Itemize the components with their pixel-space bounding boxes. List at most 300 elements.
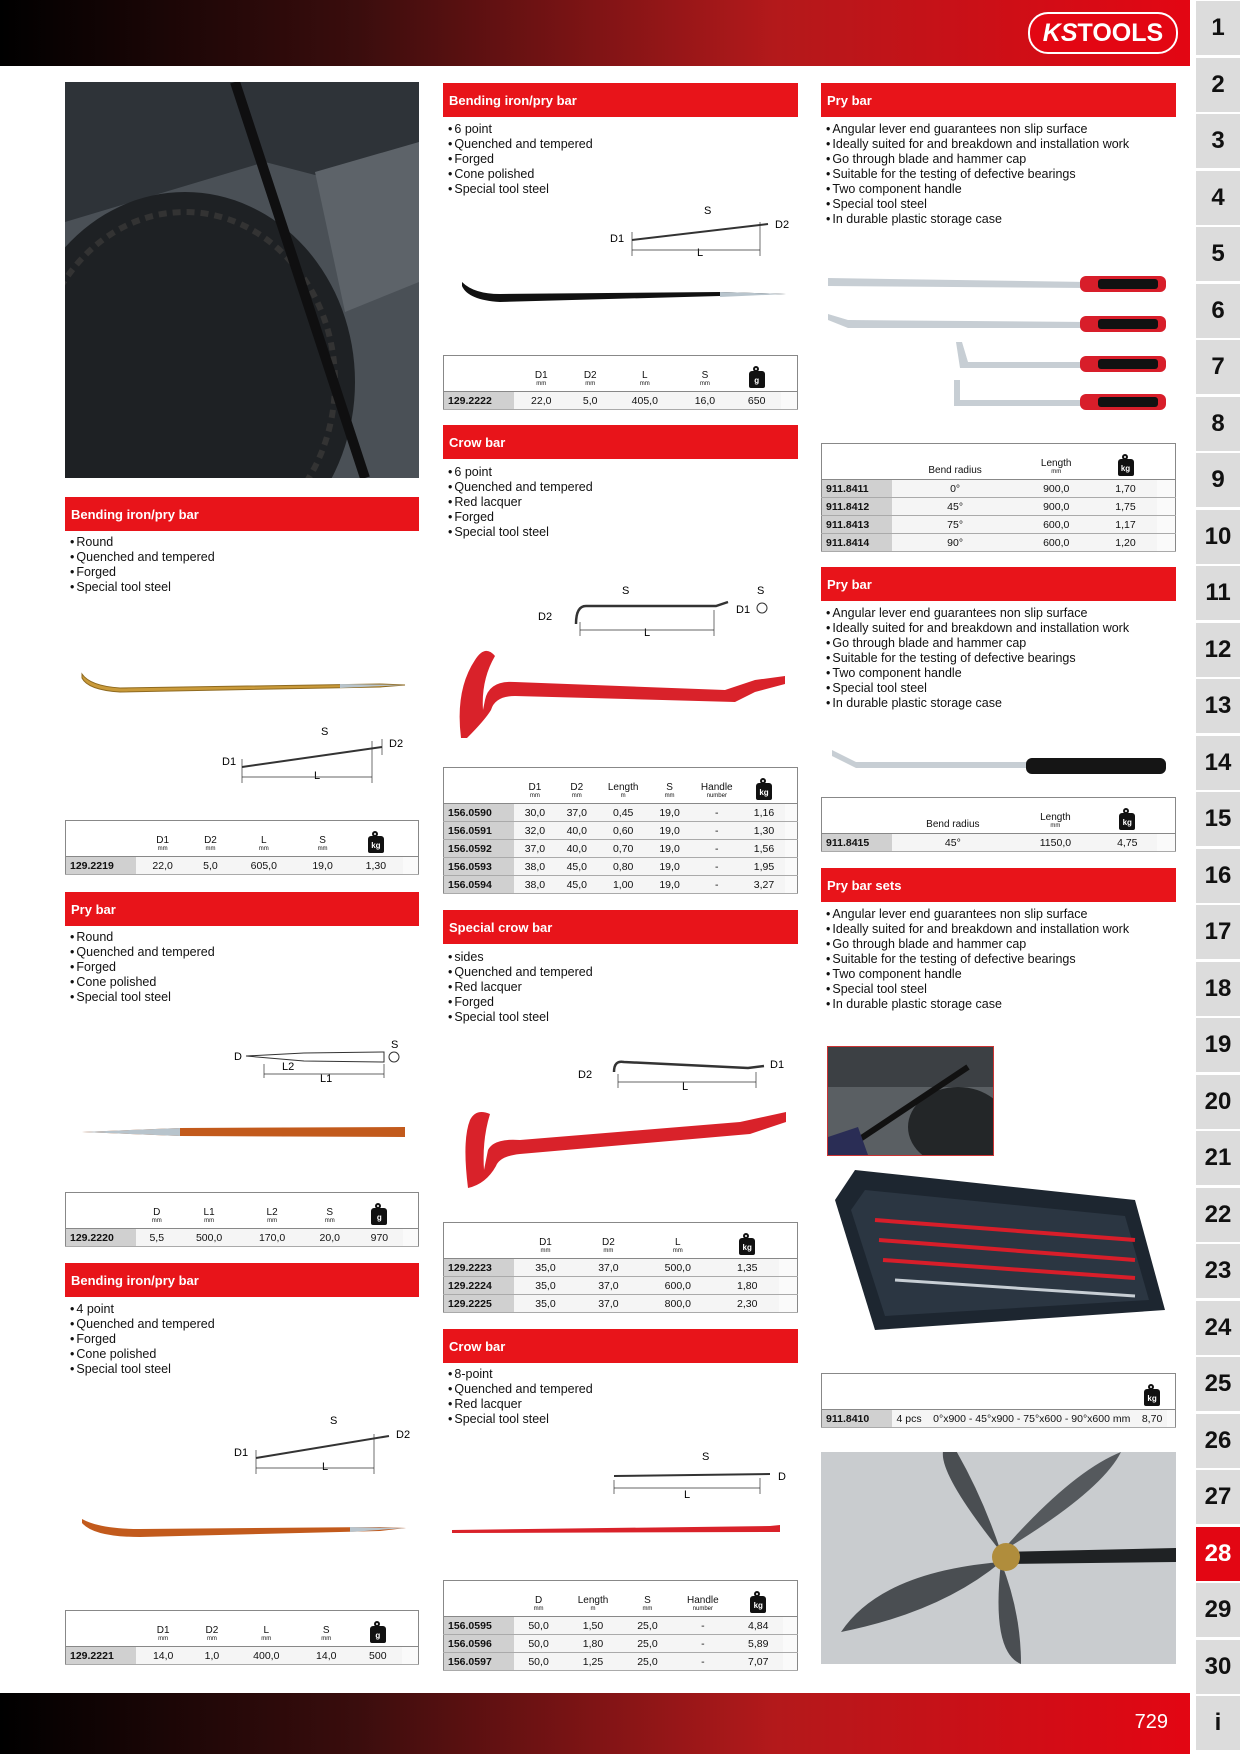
feature-item: • Red lacquer [448,495,593,510]
feature-item: • Two component handle [826,967,1129,982]
table-cell: 1,30 [743,822,785,840]
table-cell: 500,0 [178,1229,241,1247]
table-header-row [444,1581,798,1617]
table-row [822,534,1176,552]
table-cell: 5,89 [734,1635,783,1653]
weight-icon: kg [750,1596,766,1613]
table-cell: 900,0 [1018,498,1094,516]
feature-item: • Forged [70,960,215,975]
column-header: S mm [678,356,733,392]
bending-bar-gold-image [80,668,410,704]
dimension-diagram [610,204,795,264]
table-cell: 1,00 [598,876,649,894]
weight-icon: kg [368,836,384,853]
chapter-tab-28[interactable]: 28 [1196,1527,1240,1581]
table-cell: 1,80 [563,1635,623,1653]
svg-text:D1: D1 [222,756,237,768]
chapter-tab-3[interactable]: 3 [1196,114,1240,168]
bearing-puller-photo [821,1452,1176,1664]
column-header: Length mm [1014,798,1097,834]
table-row [822,516,1176,534]
table-cell: 16,0 [678,392,733,410]
chapter-tab-26[interactable]: 26 [1196,1414,1240,1468]
svg-text:D2: D2 [389,738,404,750]
section-title-bending-iron-round: Bending iron/pry bar [65,497,419,531]
weight-icon: g [370,1626,386,1643]
chapter-tab-2[interactable]: 2 [1196,58,1240,112]
table-cell: - [691,804,744,822]
table-cell: 1,75 [1094,498,1157,516]
table-row [66,1229,419,1247]
article-number: 156.0593 [444,858,515,876]
chapter-tab-11[interactable]: 11 [1196,566,1240,620]
table-cell: 4,84 [734,1617,783,1635]
table-cell: 45° [892,498,1018,516]
column-header: S mm [649,768,691,804]
weight-icon: kg [1144,1389,1160,1406]
feature-item: • Cone polished [70,975,215,990]
column-header: S mm [623,1581,672,1617]
weight-icon: kg [756,783,772,800]
article-number: 911.8415 [822,834,893,852]
feature-item: • In durable plastic storage case [826,696,1129,711]
chapter-tab-4[interactable]: 4 [1196,171,1240,225]
chapter-tab-14[interactable]: 14 [1196,736,1240,790]
table-cell: 30,0 [514,804,556,822]
spec-table [443,1222,798,1313]
crow-bar-8point-red-image [450,1520,785,1540]
article-number: 129.2221 [66,1647,137,1665]
section-title-crow-bar-8point: Crow bar [443,1329,798,1363]
table-row [444,1635,798,1653]
table-cell: 19,0 [649,822,691,840]
table-cell: 170,0 [241,1229,304,1247]
svg-text:D2: D2 [396,1429,411,1441]
table-cell: 1,17 [1094,516,1157,534]
column-header: D1 mm [136,821,189,857]
chapter-tab-18[interactable]: 18 [1196,962,1240,1016]
table-cell: 37,0 [514,840,556,858]
chapter-tab-5[interactable]: 5 [1196,227,1240,281]
column-header: Length m [598,768,649,804]
spec-table [821,1373,1176,1428]
table-cell: 5,0 [189,857,231,875]
feature-item: • Special tool steel [826,681,1129,696]
feature-list [826,122,1129,227]
feature-item: • Angular lever end guarantees non slip surface [826,122,1129,137]
table-cell: 1,16 [743,804,785,822]
table-cell: 970 [356,1229,403,1247]
feature-item: • Go through blade and hammer cap [826,937,1129,952]
table-cell: 4 pcs [892,1410,926,1428]
feature-list [448,1367,593,1427]
table-cell: 50,0 [514,1635,563,1653]
dimension-diagram [610,1448,795,1502]
weight-column-header [716,1223,779,1259]
chapter-tab-10[interactable]: 10 [1196,510,1240,564]
chapter-tab-19[interactable]: 19 [1196,1018,1240,1072]
article-number: 156.0595 [444,1617,515,1635]
feature-item: • Two component handle [826,666,1129,681]
table-header-row [444,356,798,392]
weight-icon: kg [739,1238,755,1255]
svg-text:D2: D2 [538,611,553,623]
pry-bar-in-use-photo [827,1046,994,1156]
feature-item: • sides [448,950,593,965]
feature-item: • Two component handle [826,182,1129,197]
table-row [66,1647,419,1665]
table-cell: 40,0 [556,840,598,858]
article-number: 156.0591 [444,822,515,840]
table-header-row [444,1223,798,1259]
table-cell: 37,0 [577,1295,640,1313]
table-row [444,858,798,876]
table-cell: 40,0 [556,822,598,840]
table-cell: - [672,1635,734,1653]
column-header: D mm [514,1581,563,1617]
feature-item: • 6 point [448,465,593,480]
spec-table [65,820,419,875]
feature-list [448,122,593,197]
chapter-tab-25[interactable]: 25 [1196,1357,1240,1411]
feature-item: • Forged [70,565,215,580]
table-cell: 5,5 [136,1229,178,1247]
table-row [444,804,798,822]
table-cell: 1,0 [190,1647,233,1665]
article-number: 156.0592 [444,840,515,858]
svg-text:D: D [778,1471,786,1483]
table-cell: 1,95 [743,858,785,876]
table-row [66,857,419,875]
svg-text:D1: D1 [770,1059,785,1071]
table-cell: 900,0 [1018,480,1094,498]
feature-item: • Special tool steel [826,982,1129,997]
chapter-tab-17[interactable]: 17 [1196,905,1240,959]
article-number: 156.0594 [444,876,515,894]
feature-item: • Quenched and tempered [448,1382,593,1397]
feature-list [70,930,215,1005]
feature-list [70,535,215,595]
table-cell: 38,0 [514,876,556,894]
chapter-tab-i[interactable]: i [1196,1696,1240,1750]
crow-bar-red-image [455,640,790,740]
table-cell: 1,35 [716,1259,779,1277]
table-cell: - [691,822,744,840]
article-number: 156.0590 [444,804,515,822]
feature-item: • In durable plastic storage case [826,212,1129,227]
table-cell: 1,80 [716,1277,779,1295]
article-number: 129.2220 [66,1229,137,1247]
svg-text:S: S [704,205,712,217]
chapter-tab-21[interactable]: 21 [1196,1131,1240,1185]
table-cell: 25,0 [623,1635,672,1653]
table-cell: 3,27 [743,876,785,894]
table-cell: 0° [892,480,1018,498]
feature-list [70,1302,215,1377]
table-cell: 19,0 [649,840,691,858]
column-header: Handle number [691,768,744,804]
table-cell: 4,75 [1097,834,1157,852]
table-cell: 600,0 [1018,534,1094,552]
table-row [444,392,798,410]
feature-list [826,907,1129,1012]
chapter-tab-15[interactable]: 15 [1196,792,1240,846]
table-row [444,1653,798,1671]
article-number: 156.0596 [444,1635,515,1653]
chapter-tab-7[interactable]: 7 [1196,340,1240,394]
spec-table [821,797,1176,852]
table-cell: 5,0 [569,392,612,410]
header-bar [0,0,1190,66]
table-cell: 1,70 [1094,480,1157,498]
table-cell: 20,0 [304,1229,356,1247]
article-number: 911.8413 [822,516,893,534]
table-cell: 0,70 [598,840,649,858]
feature-item: • Special tool steel [70,990,215,1005]
table-cell: 500,0 [640,1259,716,1277]
table-cell: 22,0 [514,392,569,410]
svg-text:L: L [697,247,704,259]
column-header: L mm [640,1223,716,1259]
chapter-tab-24[interactable]: 24 [1196,1301,1240,1355]
weight-column-header [743,768,785,804]
table-row [822,498,1176,516]
table-cell: 19,0 [296,857,349,875]
table-cell: 400,0 [234,1647,300,1665]
weight-column-header [1137,1374,1166,1410]
dimension-diagram [536,580,772,640]
section-title-bending-iron-4point: Bending iron/pry bar [65,1263,419,1297]
special-crow-bar-red-image [460,1100,790,1190]
feature-item: • Cone polished [70,1347,215,1362]
feature-item: • Cone polished [448,167,593,182]
chapter-tab-13[interactable]: 13 [1196,679,1240,733]
feature-item: • Go through blade and hammer cap [826,152,1129,167]
table-header-row [66,821,419,857]
column-header: L2 mm [241,1193,304,1229]
feature-item: • Forged [448,152,593,167]
article-number: 129.2222 [444,392,515,410]
weight-column-header [349,821,402,857]
weight-icon: kg [1119,813,1135,830]
table-cell: 45,0 [556,876,598,894]
chapter-tab-8[interactable]: 8 [1196,397,1240,451]
table-cell: 8,70 [1137,1410,1166,1428]
table-header-row [822,1374,1176,1410]
feature-item: • In durable plastic storage case [826,997,1129,1012]
table-cell: 1,30 [349,857,402,875]
feature-list [448,950,593,1025]
table-cell: - [691,876,744,894]
table-row [444,822,798,840]
article-number: 129.2223 [444,1259,515,1277]
column-header: L mm [232,821,296,857]
table-cell: - [691,858,744,876]
table-cell: 1150,0 [1014,834,1097,852]
table-cell: 25,0 [623,1617,672,1635]
column-header: S mm [296,821,349,857]
feature-item: • Ideally suited for and breakdown and installation work [826,621,1129,636]
svg-text:L: L [322,1461,329,1473]
feature-item: • Special tool steel [448,525,593,540]
svg-text:S: S [391,1039,399,1051]
column-header: D1 mm [514,356,569,392]
feature-item: • Ideally suited for and breakdown and installation work [826,922,1129,937]
table-cell: 1,20 [1094,534,1157,552]
table-cell: 50,0 [514,1653,563,1671]
spec-table [65,1610,419,1665]
table-cell: 650 [732,392,781,410]
feature-item: • Go through blade and hammer cap [826,636,1129,651]
pry-bar-long-image [830,748,1166,784]
table-row [822,834,1176,852]
chapter-tab-30[interactable]: 30 [1196,1640,1240,1694]
weight-column-header [1094,444,1157,480]
feature-item: • Quenched and tempered [448,137,593,152]
table-cell: 35,0 [514,1295,577,1313]
weight-column-header [353,1611,402,1647]
chapter-tab-12[interactable]: 12 [1196,623,1240,677]
table-cell: 405,0 [612,392,678,410]
spec-table [821,443,1176,552]
chapter-tab-29[interactable]: 29 [1196,1583,1240,1637]
car-underbody-photo [65,82,419,478]
section-title-pry-bar-round: Pry bar [65,892,419,926]
feature-list [826,606,1129,711]
table-cell: 38,0 [514,858,556,876]
table-row [444,1277,798,1295]
feature-item: • Forged [70,1332,215,1347]
feature-item: • Special tool steel [448,1412,593,1427]
table-cell: 37,0 [577,1259,640,1277]
dimension-diagram [578,1048,788,1096]
svg-text:L: L [314,770,321,782]
table-row [822,480,1176,498]
feature-item: • Suitable for the testing of defective bearings [826,952,1129,967]
chapter-tab-22[interactable]: 22 [1196,1188,1240,1242]
table-cell: 90° [892,534,1018,552]
weight-column-header [734,1581,783,1617]
weight-icon: g [371,1208,387,1225]
svg-text:S: S [757,585,765,597]
spec-table [443,355,798,410]
table-cell: 19,0 [649,876,691,894]
weight-column-header [1097,798,1157,834]
column-header: D2 mm [190,1611,233,1647]
svg-text:D1: D1 [234,1447,249,1459]
table-row [444,840,798,858]
spec-table [443,767,798,894]
table-cell: 22,0 [136,857,189,875]
svg-text:L1: L1 [320,1073,333,1085]
table-cell: 600,0 [1018,516,1094,534]
dimension-diagram [234,1414,414,1476]
table-cell: 35,0 [514,1259,577,1277]
chapter-tab-20[interactable]: 20 [1196,1075,1240,1129]
table-cell: 1,50 [563,1617,623,1635]
table-cell: 1,25 [563,1653,623,1671]
svg-text:S: S [622,585,630,597]
table-cell: 500 [353,1647,402,1665]
svg-text:L: L [684,1489,691,1501]
chapter-tab-16[interactable]: 16 [1196,849,1240,903]
chapter-tab-9[interactable]: 9 [1196,453,1240,507]
page-number: 729 [1134,1711,1168,1733]
weight-icon: g [749,371,765,388]
table-header-row [66,1611,419,1647]
svg-text:S: S [321,726,329,738]
feature-item: • Special tool steel [70,580,215,595]
column-header: Length m [563,1581,623,1617]
feature-item: • Suitable for the testing of defective bearings [826,167,1129,182]
column-header: D mm [136,1193,178,1229]
pry-bar-set-case-photo [835,1160,1169,1332]
dimension-diagram [234,1036,414,1086]
article-number: 129.2219 [66,857,137,875]
column-header: D1 mm [514,1223,577,1259]
column-header: D1 mm [514,768,556,804]
table-cell: 75° [892,516,1018,534]
table-cell: - [672,1653,734,1671]
article-number: 911.8410 [822,1410,893,1428]
table-cell: 600,0 [640,1277,716,1295]
feature-item: • Ideally suited for and breakdown and installation work [826,137,1129,152]
chapter-tab-1[interactable]: 1 [1196,1,1240,55]
section-title-pry-bar-long: Pry bar [821,567,1176,601]
svg-text:D2: D2 [775,219,790,231]
table-cell: - [672,1617,734,1635]
feature-item: • Quenched and tempered [70,550,215,565]
table-cell: 0,60 [598,822,649,840]
feature-item: • Forged [448,995,593,1010]
footer-bar [0,1693,1190,1754]
feature-item: • Quenched and tempered [70,945,215,960]
table-cell: 800,0 [640,1295,716,1313]
chapter-tab-6[interactable]: 6 [1196,284,1240,338]
chapter-tab-27[interactable]: 27 [1196,1470,1240,1524]
svg-text:D1: D1 [610,233,625,245]
column-header: L1 mm [178,1193,241,1229]
column-header: Bend radius [892,798,1014,834]
chapter-tab-23[interactable]: 23 [1196,1244,1240,1298]
article-number: 911.8412 [822,498,893,516]
table-cell: 605,0 [232,857,296,875]
dimension-diagram [222,725,407,787]
feature-item: • Quenched and tempered [448,480,593,495]
svg-text:L2: L2 [282,1061,295,1073]
column-header: Length mm [1018,444,1094,480]
column-header: D2 mm [569,356,612,392]
column-header: Bend radius [892,444,1018,480]
article-number: 156.0597 [444,1653,515,1671]
feature-item: • Red lacquer [448,1397,593,1412]
table-cell: 37,0 [577,1277,640,1295]
table-cell: 50,0 [514,1617,563,1635]
table-cell: 14,0 [299,1647,353,1665]
weight-column-header [732,356,781,392]
feature-item: • Special tool steel [448,182,593,197]
feature-item: • Special tool steel [448,1010,593,1025]
ks-tools-logo[interactable]: KS TOOLS [1028,12,1178,54]
table-header-row [444,768,798,804]
feature-item: • Round [70,930,215,945]
weight-icon: kg [1118,459,1134,476]
table-header-row [822,798,1176,834]
feature-item: • Quenched and tempered [448,965,593,980]
section-title-pry-bar-set-handles: Pry bar [821,83,1176,117]
table-cell: 1,56 [743,840,785,858]
feature-list [448,465,593,540]
